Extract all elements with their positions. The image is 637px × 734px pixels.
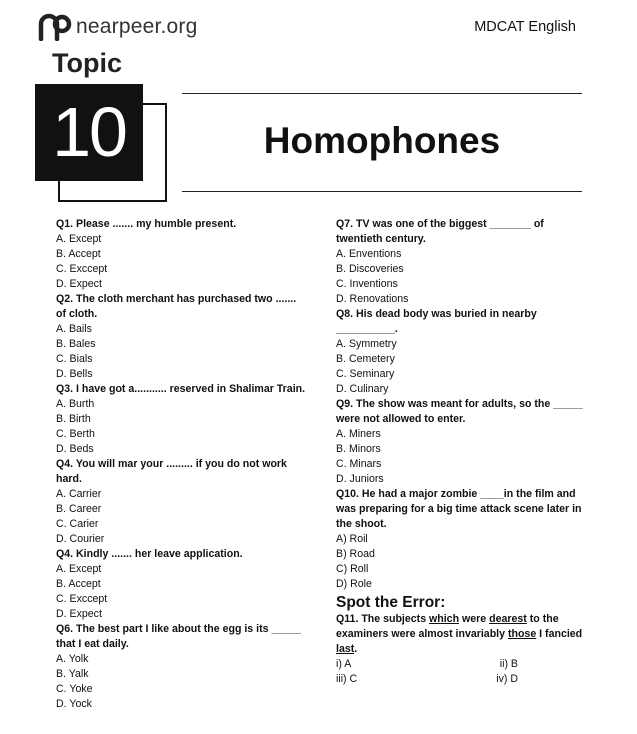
topic-number: 10 xyxy=(35,84,143,181)
option-row xyxy=(336,657,518,672)
title-bottom-rule xyxy=(182,191,582,192)
question-text: Q6. The best part I like about the egg is its _____ that I eat daily. xyxy=(56,623,301,650)
option: B. Minors xyxy=(336,443,381,455)
option: B. Yalk xyxy=(56,668,89,680)
option: A. Bails xyxy=(56,323,92,335)
topic-label: Topic xyxy=(52,48,122,78)
question-text: Q7. TV was one of the biggest _______ of twentieth century. xyxy=(336,218,544,245)
option: D. Beds xyxy=(56,443,94,455)
question-text: Q11. The subjects which were dearest to the examiners were almost invariably those I fancied last. xyxy=(336,613,583,655)
option: B. Birth xyxy=(56,413,91,425)
option: D. Expect xyxy=(56,608,102,620)
course-label: MDCAT English xyxy=(474,19,576,35)
section-heading: Spot the Error: xyxy=(336,594,446,611)
option: C. Bials xyxy=(56,353,93,365)
option: B. Bales xyxy=(56,338,96,350)
option: C) Roll xyxy=(336,563,369,575)
option: B. Discoveries xyxy=(336,263,404,275)
question-text: Q4. Kindly ....... her leave application. xyxy=(56,548,243,560)
option: B. Cemetery xyxy=(336,353,395,365)
option: ii) B xyxy=(499,658,518,670)
nearpeer-logo-icon xyxy=(38,13,72,41)
question-block xyxy=(56,217,306,292)
brand-name: nearpeer.org xyxy=(76,15,198,38)
title-top-rule xyxy=(182,93,582,94)
page-title: Homophones xyxy=(263,120,501,161)
question-text: Q1. Please ....... my humble present. xyxy=(56,218,237,230)
option: C. Exccept xyxy=(56,263,108,275)
question-block xyxy=(56,382,306,457)
option: B. Career xyxy=(56,503,102,515)
option: i) A xyxy=(336,658,352,670)
option: D) Role xyxy=(336,578,372,590)
option: A. Enventions xyxy=(336,248,402,260)
option-row xyxy=(336,672,518,687)
question-block xyxy=(336,307,586,397)
option: A. Carrier xyxy=(56,488,102,500)
option: A. Except xyxy=(56,233,102,245)
right-question-column xyxy=(336,217,586,687)
option: D. Courier xyxy=(56,533,105,545)
option: A. Except xyxy=(56,563,102,575)
option: C. Yoke xyxy=(56,683,93,695)
question-block xyxy=(336,217,586,307)
option: B. Accept xyxy=(56,578,101,590)
option: C. Seminary xyxy=(336,368,395,380)
option: D. Expect xyxy=(56,278,102,290)
option: B) Road xyxy=(336,548,375,560)
option: D. Bells xyxy=(56,368,93,380)
option: B. Accept xyxy=(56,248,101,260)
option: D. Yock xyxy=(56,698,92,710)
question-block xyxy=(56,622,306,712)
option: C. Exccept xyxy=(56,593,108,605)
question-block xyxy=(56,547,306,622)
option: iii) C xyxy=(336,673,358,685)
question-text: Q9. The show was meant for adults, so the _____ were not allowed to enter. xyxy=(336,398,583,425)
option: C. Berth xyxy=(56,428,95,440)
question-block xyxy=(56,457,306,547)
brand-logo xyxy=(38,13,198,41)
option: D. Renovations xyxy=(336,293,409,305)
question-text: Q8. His dead body was buried in nearby __________. xyxy=(336,308,537,335)
question-block xyxy=(336,397,586,487)
question-block xyxy=(336,487,586,592)
question-text: Q2. The cloth merchant has purchased two ....... of cloth. xyxy=(56,293,297,320)
option: iv) D xyxy=(496,673,518,685)
option: C. Carier xyxy=(56,518,99,530)
left-question-column xyxy=(56,217,306,712)
option: C. Inventions xyxy=(336,278,398,290)
question-text: Q3. I have got a........... reserved in Shalimar Train. xyxy=(56,383,306,395)
option: D. Juniors xyxy=(336,473,384,485)
question-text: Q4. You will mar your ......... if you do not work hard. xyxy=(56,458,287,485)
question-text: Q10. He had a major zombie ____in the film and was preparing for a big time attack scene later in the shoot. xyxy=(336,488,582,530)
option: A) Roil xyxy=(336,533,368,545)
option: D. Culinary xyxy=(336,383,389,395)
option: A. Miners xyxy=(336,428,381,440)
option: A. Burth xyxy=(56,398,95,410)
option: A. Yolk xyxy=(56,653,89,665)
option: A. Symmetry xyxy=(336,338,397,350)
question-block xyxy=(56,292,306,382)
option: C. Minars xyxy=(336,458,382,470)
